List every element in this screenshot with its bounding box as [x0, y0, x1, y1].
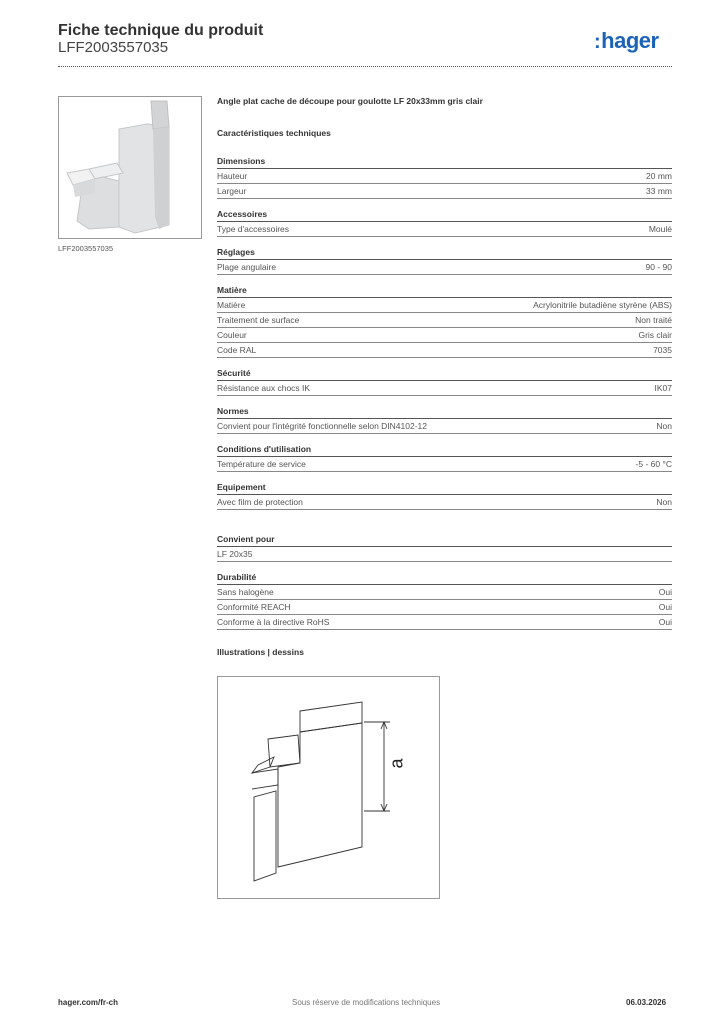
spec-row — [217, 585, 672, 600]
spec-group-accessories — [217, 208, 672, 237]
spec-value: 20 mm — [646, 171, 672, 181]
spec-value: 33 mm — [646, 186, 672, 196]
spec-value: Non — [656, 497, 672, 507]
technical-drawing — [217, 676, 440, 899]
spec-label: Largeur — [217, 186, 247, 196]
spec-group-standards — [217, 405, 672, 434]
dimension-drawing-icon — [218, 677, 439, 898]
group-title: Equipement — [217, 481, 672, 495]
product-reference: LFF2003557035 — [58, 39, 169, 56]
spec-group-equipment — [217, 481, 672, 510]
product-angle-icon — [59, 97, 201, 238]
group-title: Accessoires — [217, 208, 672, 222]
spec-label: Résistance aux chocs IK — [217, 383, 311, 393]
spec-label: Type d'accessoires — [217, 224, 290, 234]
group-title: Convient pour — [217, 533, 672, 547]
group-title: Normes — [217, 405, 672, 419]
spec-value: -5 - 60 °C — [635, 459, 672, 469]
group-title: Conditions d'utilisation — [217, 443, 672, 457]
spec-value: Non — [656, 421, 672, 431]
group-title: Sécurité — [217, 367, 672, 381]
logo-text: hager — [601, 28, 659, 53]
dimension-label: a — [386, 758, 407, 769]
hager-logo — [594, 28, 659, 54]
spec-group-material — [217, 284, 672, 358]
product-description: Angle plat cache de découpe pour goulotte LF 20x33mm gris clair — [217, 96, 483, 106]
spec-row — [217, 600, 672, 615]
spec-group-suitable-for — [217, 533, 672, 562]
product-photo — [58, 96, 202, 239]
page-title: Fiche technique du produit — [58, 22, 264, 39]
spec-row — [217, 222, 672, 237]
spacer — [217, 519, 672, 533]
spec-label: Matière — [217, 300, 246, 310]
spec-label: Plage angulaire — [217, 262, 277, 272]
footer-notice: Sous réserve de modifications techniques — [292, 998, 441, 1007]
spec-row — [217, 495, 672, 510]
spec-label: Traitement de surface — [217, 315, 300, 325]
group-title: Réglages — [217, 246, 672, 260]
spec-group-dimensions — [217, 155, 672, 199]
spec-value: Oui — [658, 617, 672, 627]
specs-column — [217, 96, 672, 657]
spec-label: Température de service — [217, 459, 306, 469]
spec-value: Oui — [658, 602, 672, 612]
spec-value: Non traité — [635, 315, 672, 325]
spec-row — [217, 328, 672, 343]
spec-row — [217, 169, 672, 184]
spec-group-sustainability — [217, 571, 672, 630]
spec-row — [217, 184, 672, 199]
spec-label: Conforme à la directive RoHS — [217, 617, 330, 627]
characteristics-heading: Caractéristiques techniques — [217, 128, 331, 138]
logo-colon-icon: : — [594, 31, 601, 53]
spec-group-conditions — [217, 443, 672, 472]
spec-row — [217, 313, 672, 328]
group-title: Matière — [217, 284, 672, 298]
spec-value: Oui — [658, 587, 672, 597]
spec-group-settings — [217, 246, 672, 275]
spec-value: IK07 — [654, 383, 672, 393]
spec-value: 7035 — [653, 345, 672, 355]
spec-row — [217, 457, 672, 472]
spec-label: Convient pour l'intégrité fonctionnelle selon DIN4102-12 — [217, 421, 428, 431]
footer-date: 06.03.2026 — [626, 998, 667, 1007]
spec-row — [217, 547, 672, 562]
header-divider — [58, 66, 672, 67]
spec-row — [217, 381, 672, 396]
spec-value: Moulé — [648, 224, 672, 234]
group-title: Dimensions — [217, 155, 672, 169]
spec-value: 90 - 90 — [645, 262, 672, 272]
spec-group-safety — [217, 367, 672, 396]
spec-label: LF 20x35 — [217, 549, 253, 559]
spec-row — [217, 260, 672, 275]
spec-label: Code RAL — [217, 345, 257, 355]
footer-website: hager.com/fr-ch — [58, 998, 119, 1007]
spec-value: Gris clair — [638, 330, 672, 340]
spec-row — [217, 343, 672, 358]
spec-label: Conformité REACH — [217, 602, 291, 612]
spec-row — [217, 419, 672, 434]
group-title: Durabilité — [217, 571, 672, 585]
spec-value: Acrylonitrile butadiène styrène (ABS) — [533, 300, 672, 310]
spec-row — [217, 298, 672, 313]
spec-row — [217, 615, 672, 630]
spec-label: Sans halogène — [217, 587, 274, 597]
illustrations-heading: Illustrations | dessins — [217, 647, 304, 657]
spec-label: Avec film de protection — [217, 497, 303, 507]
spec-label: Couleur — [217, 330, 247, 340]
spec-label: Hauteur — [217, 171, 248, 181]
image-caption: LFF2003557035 — [58, 244, 114, 253]
